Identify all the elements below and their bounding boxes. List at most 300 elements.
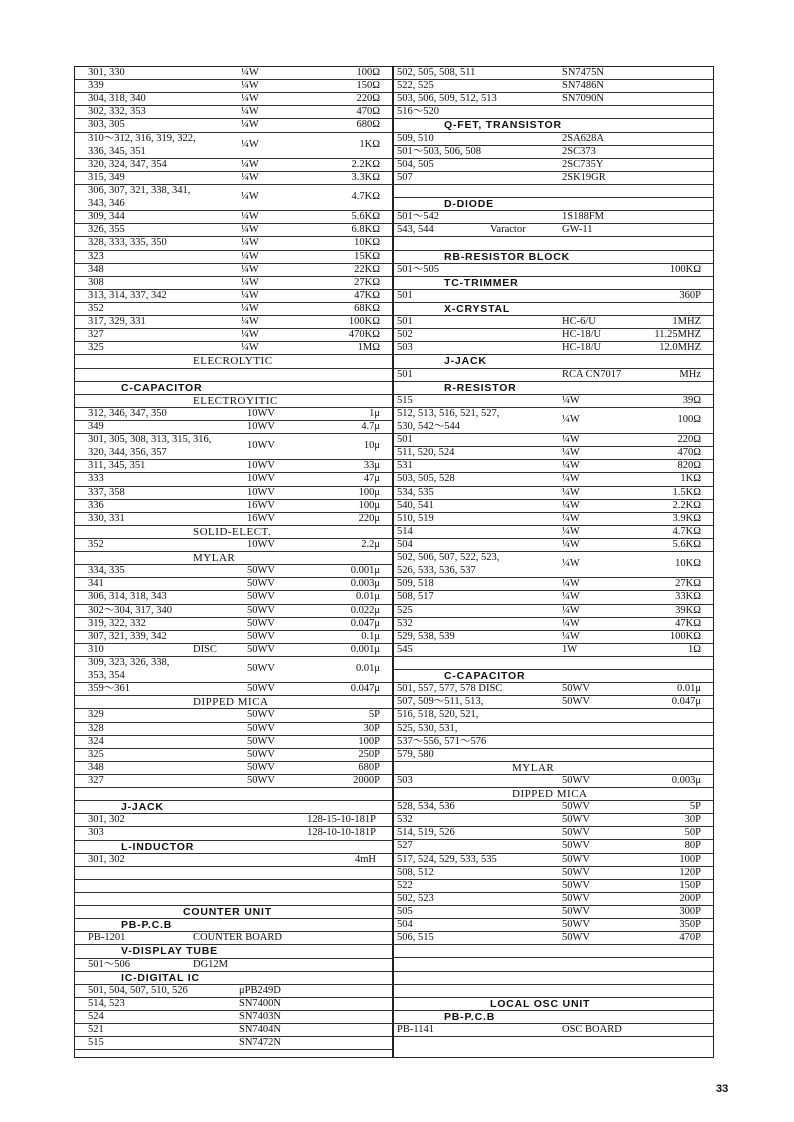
value-cell: SN7403N bbox=[239, 1010, 282, 1022]
rating-cell: ¼W bbox=[562, 394, 580, 406]
ref-cell: 534, 535 bbox=[397, 486, 434, 498]
value-cell: 100KΩ bbox=[348, 316, 380, 328]
ref-cell: 507, 509～511, 513, bbox=[397, 696, 484, 708]
ref-cell: 525, 530, 531, bbox=[397, 722, 458, 734]
rating-cell: 16WV bbox=[247, 499, 275, 511]
table-row bbox=[75, 67, 392, 80]
rating-cell: ¼W bbox=[241, 119, 259, 131]
ref-cell: 508, 517 bbox=[397, 591, 434, 603]
table-row bbox=[75, 159, 392, 172]
unit-heading-counter-unit: COUNTER UNIT bbox=[75, 906, 392, 919]
ref-cell: 313, 314, 337, 342 bbox=[88, 289, 167, 301]
value-cell: 33μ bbox=[363, 460, 380, 472]
ref-cell: 501～542 bbox=[397, 211, 439, 223]
value-cell: 350P bbox=[679, 919, 701, 931]
rating-cell: ¼W bbox=[241, 224, 259, 236]
value-cell: 150P bbox=[679, 879, 701, 891]
table-row bbox=[75, 172, 392, 185]
rating-cell: ¼W bbox=[241, 211, 259, 223]
subheading-mylar: MYLAR bbox=[394, 762, 713, 775]
ref-cell: 315, 349 bbox=[88, 171, 125, 183]
rating-cell: ¼W bbox=[241, 171, 259, 183]
ref-cell: 540, 541 bbox=[397, 499, 434, 511]
rating-cell: 50WV bbox=[247, 643, 275, 655]
table-row bbox=[394, 342, 713, 355]
ref-cell: 525 bbox=[397, 604, 413, 616]
table-row bbox=[75, 683, 392, 696]
rating-cell: ¼W bbox=[562, 558, 580, 570]
table-row bbox=[394, 827, 713, 840]
value-cell: 1KΩ bbox=[680, 473, 701, 485]
ref-cell: 501 bbox=[397, 434, 413, 446]
ref-cell: 504, 505 bbox=[397, 158, 434, 170]
rating-cell: 50WV bbox=[247, 591, 275, 603]
value-cell: 1S188FM bbox=[562, 211, 605, 223]
rating-cell: 50WV bbox=[562, 892, 590, 904]
table-row bbox=[394, 67, 713, 80]
value-cell: SN7090N bbox=[562, 93, 605, 105]
ref-cell: 311, 345, 351 bbox=[88, 460, 146, 472]
table-row bbox=[394, 408, 713, 434]
table-row bbox=[394, 618, 713, 631]
rating-cell: 50WV bbox=[562, 814, 590, 826]
table-row bbox=[394, 473, 713, 486]
table-row bbox=[75, 591, 392, 604]
value-cell: SN7486N bbox=[562, 80, 605, 92]
rating-cell: 10WV bbox=[247, 460, 275, 472]
ref-cell: 325 bbox=[88, 748, 104, 760]
value-cell: 2SA628A bbox=[562, 132, 605, 144]
rating-cell: 50WV bbox=[562, 932, 590, 944]
value-cell: 220Ω bbox=[677, 434, 701, 446]
table-row bbox=[75, 93, 392, 106]
value-cell: 100μ bbox=[358, 499, 380, 511]
value-cell: 30P bbox=[363, 722, 380, 734]
rating-cell: ¼W bbox=[562, 630, 580, 642]
ref-cell: 531 bbox=[397, 460, 413, 472]
section-heading-pb-pcb: PB-P.C.B bbox=[394, 1011, 713, 1024]
value-cell: 200P bbox=[679, 892, 701, 904]
l-inductor-list bbox=[75, 854, 392, 867]
rating-cell: ¼W bbox=[562, 525, 580, 537]
rating-cell: 50WV bbox=[562, 840, 590, 852]
value-cell: 0.047μ bbox=[350, 683, 380, 695]
rating-cell: 50WV bbox=[562, 853, 590, 865]
page-number: 33 bbox=[716, 1083, 729, 1095]
value-cell: 3.9KΩ bbox=[672, 512, 701, 524]
ref-cell: 532 bbox=[397, 814, 413, 826]
ref-cell: 352 bbox=[88, 303, 104, 314]
rating-cell: ¼W bbox=[562, 460, 580, 472]
table-row bbox=[394, 500, 713, 513]
rating-cell: 50WV bbox=[247, 617, 275, 629]
value-cell: 50P bbox=[684, 827, 701, 839]
value-cell: 300P bbox=[679, 906, 701, 918]
ref-cell: 502, 506, 507, 522, 523, bbox=[397, 552, 500, 564]
table-row bbox=[75, 513, 392, 526]
ref-cell: 303, 305 bbox=[88, 119, 125, 131]
section-heading-pb-pcb: PB-P.C.B bbox=[75, 919, 392, 932]
table-row bbox=[75, 814, 392, 827]
rating-cell: ¼W bbox=[241, 250, 259, 262]
table-row bbox=[75, 618, 392, 631]
ref-cell: 302, 332, 353 bbox=[88, 106, 146, 118]
table-row bbox=[394, 906, 713, 919]
ref-cell: 306, 314, 318, 343 bbox=[88, 591, 167, 603]
ref-cell: 303 bbox=[88, 827, 104, 839]
table-row bbox=[75, 487, 392, 500]
value-cell: 470Ω bbox=[677, 447, 701, 459]
value-cell: 6.8KΩ bbox=[351, 224, 380, 236]
table-row bbox=[75, 133, 392, 159]
blank-row bbox=[394, 237, 713, 250]
rating-cell: ¼W bbox=[241, 303, 259, 314]
value-cell: 0.001μ bbox=[350, 643, 380, 655]
ref-cell: 502, 505, 508, 511 bbox=[397, 67, 476, 78]
value-cell: 1MΩ bbox=[357, 342, 380, 354]
value-cell: 128-10-10-181P bbox=[307, 827, 376, 839]
table-row bbox=[75, 762, 392, 775]
electrolytic-list bbox=[75, 408, 392, 526]
rating-cell: 50WV bbox=[562, 866, 590, 878]
section-heading-r-resistor: R-RESISTOR bbox=[394, 382, 713, 395]
value-cell: 1KΩ bbox=[359, 138, 380, 150]
value-cell: 100Ω bbox=[356, 67, 380, 78]
ref-cell: 348 bbox=[88, 263, 104, 275]
value-cell: 120P bbox=[679, 866, 701, 878]
table-row bbox=[75, 264, 392, 277]
value-cell: 4.7μ bbox=[361, 420, 380, 432]
table-row bbox=[394, 605, 713, 618]
ref-cell: 516～520 bbox=[397, 106, 439, 118]
value-cell: 4.7KΩ bbox=[672, 525, 701, 537]
ref-cell: 501, 504, 507, 510, 526 bbox=[88, 984, 188, 996]
value-cell: 22KΩ bbox=[354, 263, 380, 275]
table-row bbox=[394, 801, 713, 814]
ref-cell: 505 bbox=[397, 906, 413, 918]
table-row bbox=[75, 421, 392, 434]
ref-cell: 310～312, 316, 319, 322, bbox=[88, 132, 196, 144]
table-row bbox=[394, 932, 713, 945]
table-row bbox=[394, 867, 713, 880]
blank-row bbox=[394, 657, 713, 670]
trimmer-row: 501 360P bbox=[394, 290, 713, 303]
value-cell: 3.3KΩ bbox=[351, 171, 380, 183]
ref-cell: 526, 533, 536, 537 bbox=[397, 565, 476, 577]
section-heading-d-diode: D-DIODE bbox=[394, 198, 713, 211]
table-row bbox=[394, 631, 713, 644]
ref-cell: 333 bbox=[88, 473, 104, 485]
value-cell: 10KΩ bbox=[354, 237, 380, 249]
rating-cell: ¼W bbox=[241, 158, 259, 170]
table-row bbox=[394, 919, 713, 932]
ref-cell: 509, 510 bbox=[397, 132, 434, 144]
rating-cell: 50WV bbox=[562, 683, 590, 695]
rating-cell: HC-18/U bbox=[562, 342, 602, 354]
table-row bbox=[75, 998, 392, 1011]
rating-cell: ¼W bbox=[241, 67, 259, 78]
rating-cell: ¼W bbox=[562, 578, 580, 590]
jack-row: 501 RCA CN7017 MHz bbox=[394, 369, 713, 382]
value-cell: 100P bbox=[679, 853, 701, 865]
ref-cell: 317, 329, 331 bbox=[88, 316, 146, 328]
table-row bbox=[75, 657, 392, 683]
ref-cell: 336 bbox=[88, 499, 104, 511]
rating-cell: ¼W bbox=[241, 237, 259, 249]
ref-cell: 323 bbox=[88, 250, 104, 262]
ref-cell: 327 bbox=[88, 774, 104, 786]
table-row bbox=[394, 539, 713, 552]
ref-cell: 515 bbox=[88, 1037, 104, 1049]
rating-cell: 50WV bbox=[562, 906, 590, 918]
ref-cell: 309, 323, 326, 338, bbox=[88, 656, 170, 668]
rating-cell: ¼W bbox=[241, 276, 259, 288]
value-cell: 10μ bbox=[363, 440, 380, 452]
table-row bbox=[394, 434, 713, 447]
value-cell: 1Ω bbox=[687, 643, 701, 655]
ref-cell: 524 bbox=[88, 1010, 104, 1022]
rating-cell: 50WV bbox=[247, 748, 275, 760]
resistor-list-2 bbox=[394, 395, 713, 657]
resistor-block-row: 501～505 100KΩ bbox=[394, 264, 713, 277]
table-row bbox=[75, 578, 392, 591]
subheading-mylar: MYLAR bbox=[75, 552, 392, 565]
section-heading-c-capacitor: C-CAPACITOR bbox=[75, 382, 392, 395]
value-cell: 27KΩ bbox=[354, 276, 380, 288]
type-cell: DISC bbox=[193, 643, 217, 655]
subheading-dipped-mica: DIPPED MICA bbox=[394, 788, 713, 801]
display-tube-row: 501～506 DG12M bbox=[75, 959, 392, 972]
rating-cell: 50WV bbox=[562, 919, 590, 931]
ref-cell: 510, 519 bbox=[397, 512, 434, 524]
rating-cell: ¼W bbox=[241, 342, 259, 354]
table-row bbox=[394, 159, 713, 172]
rating-cell: ¼W bbox=[562, 486, 580, 498]
ref-cell: 506, 515 bbox=[397, 932, 434, 944]
ref-cell: 579, 580 bbox=[397, 748, 434, 760]
rating-cell: 50WV bbox=[562, 696, 590, 708]
value-cell: 5P bbox=[368, 709, 380, 721]
ref-cell: 328, 333, 335, 350 bbox=[88, 237, 167, 249]
table-row bbox=[394, 146, 713, 159]
subheading-electroyitic: ELECTROYITIC bbox=[75, 395, 392, 408]
ref-cell: 349 bbox=[88, 420, 104, 432]
table-row bbox=[75, 565, 392, 578]
table-row bbox=[75, 237, 392, 250]
value-cell: 39KΩ bbox=[675, 604, 701, 616]
subheading-dipped-mica: DIPPED MICA bbox=[75, 696, 392, 709]
table-row bbox=[394, 591, 713, 604]
ref-cell: 503 bbox=[397, 342, 413, 354]
rating-cell: HC-18/U bbox=[562, 329, 602, 341]
table-row bbox=[75, 854, 392, 867]
rating-cell: 50WV bbox=[247, 709, 275, 721]
rating-cell: ¼W bbox=[241, 138, 259, 150]
blank-row bbox=[75, 880, 392, 893]
rating-cell: 10WV bbox=[247, 486, 275, 498]
ref-cell: 320, 344, 356, 357 bbox=[88, 447, 167, 459]
table-row bbox=[75, 631, 392, 644]
table-row bbox=[394, 80, 713, 93]
capacitor-list bbox=[394, 683, 713, 762]
ref-cell: 326, 355 bbox=[88, 224, 125, 236]
table-row bbox=[394, 329, 713, 342]
unit-heading-local-osc-unit: LOCAL OSC UNIT bbox=[394, 998, 713, 1011]
blank-row bbox=[394, 945, 713, 958]
rating-cell: 50WV bbox=[247, 722, 275, 734]
ref-cell: 310 bbox=[88, 643, 104, 655]
table-row bbox=[75, 460, 392, 473]
table-row bbox=[75, 224, 392, 237]
table-row bbox=[75, 709, 392, 722]
ref-cell: 302～304, 317, 340 bbox=[88, 604, 172, 616]
value-cell: 470Ω bbox=[356, 106, 380, 118]
value-cell: 68KΩ bbox=[354, 303, 380, 314]
value-cell: 2.2μ bbox=[361, 538, 380, 550]
ref-cell: 334, 335 bbox=[88, 565, 125, 577]
table-row bbox=[394, 513, 713, 526]
section-heading-tc-trimmer: TC-TRIMMER bbox=[394, 277, 713, 290]
value-cell: 0.01μ bbox=[355, 591, 380, 603]
rating-cell: 10WV bbox=[247, 538, 275, 550]
section-heading-q-fet: Q-FET, TRANSISTOR bbox=[394, 119, 713, 132]
value-cell: 2SC735Y bbox=[562, 158, 604, 170]
mica-list bbox=[75, 709, 392, 788]
table-row bbox=[394, 723, 713, 736]
ref-cell: 353, 354 bbox=[88, 669, 125, 681]
table-row bbox=[75, 251, 392, 264]
value-cell: 0.022μ bbox=[350, 604, 380, 616]
table-row bbox=[75, 80, 392, 93]
value-cell: μPB249D bbox=[239, 984, 281, 996]
table-row bbox=[75, 316, 392, 329]
rating-cell: ¼W bbox=[562, 499, 580, 511]
value-cell: 47μ bbox=[363, 473, 380, 485]
rating-cell: 50WV bbox=[247, 565, 275, 577]
value-cell: 11.25MHZ bbox=[654, 329, 701, 341]
ref-cell: 514 bbox=[397, 525, 413, 537]
table-row bbox=[394, 224, 713, 237]
value-cell: SN7404N bbox=[239, 1024, 282, 1036]
rating-cell: ¼W bbox=[241, 316, 259, 328]
value-cell: 150Ω bbox=[356, 80, 380, 92]
table-row bbox=[394, 709, 713, 722]
value-cell: 2SK19GR bbox=[562, 171, 606, 183]
rating-cell: ¼W bbox=[562, 447, 580, 459]
value-cell: 470KΩ bbox=[348, 329, 380, 341]
ref-cell: 507 bbox=[397, 171, 413, 183]
ref-cell: 545 bbox=[397, 643, 413, 655]
ref-cell: 502, 523 bbox=[397, 892, 434, 904]
table-row bbox=[75, 329, 392, 342]
table-row bbox=[394, 736, 713, 749]
rating-cell: 10WV bbox=[247, 440, 275, 452]
ref-cell: 325 bbox=[88, 342, 104, 354]
ref-cell: 530, 542～544 bbox=[397, 420, 460, 432]
ref-cell: 343, 346 bbox=[88, 198, 125, 209]
ref-cell: 512, 513, 516, 521, 527, bbox=[397, 407, 500, 419]
rating-cell: ¼W bbox=[562, 413, 580, 425]
ref-cell: 339 bbox=[88, 80, 104, 92]
ref-cell: 521 bbox=[88, 1024, 104, 1036]
rating-cell: HC-6/U bbox=[562, 316, 596, 328]
ref-cell: 301, 302 bbox=[88, 853, 125, 865]
blank-row bbox=[75, 893, 392, 906]
table-row bbox=[394, 460, 713, 473]
value-cell: SN7472N bbox=[239, 1037, 282, 1049]
ref-cell: 341 bbox=[88, 578, 104, 590]
rating-cell: ¼W bbox=[562, 538, 580, 550]
ref-cell: 501～503, 506, 508 bbox=[397, 145, 481, 157]
ref-cell: 503, 506, 509, 512, 513 bbox=[397, 93, 497, 105]
value-cell: 100KΩ bbox=[669, 630, 701, 642]
table-row bbox=[394, 840, 713, 853]
ref-cell: 337, 358 bbox=[88, 486, 125, 498]
section-heading-rb-resistor-block: RB-RESISTOR BLOCK bbox=[394, 251, 713, 264]
value-cell: 1MHZ bbox=[672, 316, 701, 328]
section-heading-j-jack: J-JACK bbox=[75, 801, 392, 814]
value-cell: 680Ω bbox=[356, 119, 380, 131]
value-cell: 15KΩ bbox=[354, 250, 380, 262]
rating-cell: ¼W bbox=[241, 80, 259, 92]
pcb-row: PB-1201 COUNTER BOARD bbox=[75, 932, 392, 945]
ref-cell: 529, 538, 539 bbox=[397, 630, 455, 642]
table-row bbox=[75, 119, 392, 132]
ic-list-continued bbox=[394, 67, 713, 119]
rating-cell: 50WV bbox=[247, 683, 275, 695]
rating-cell: ¼W bbox=[562, 473, 580, 485]
value-cell: 100Ω bbox=[677, 413, 701, 425]
value-cell: 0.001μ bbox=[350, 565, 380, 577]
rating-cell: 50WV bbox=[562, 879, 590, 891]
rating-cell: ¼W bbox=[562, 604, 580, 616]
parts-list-sheet bbox=[74, 66, 714, 1058]
right-column bbox=[394, 67, 713, 1037]
value-cell: 12.0MHZ bbox=[659, 342, 701, 354]
ref-cell: 504 bbox=[397, 538, 413, 550]
rating-cell: 50WV bbox=[247, 630, 275, 642]
value-cell: SN7400N bbox=[239, 997, 282, 1009]
ref-cell: 502 bbox=[397, 329, 413, 341]
value-cell: 5.6KΩ bbox=[351, 211, 380, 223]
value-cell: 128-15-10-181P bbox=[307, 814, 376, 826]
rating-cell: ¼W bbox=[241, 93, 259, 105]
table-row bbox=[75, 827, 392, 840]
table-row bbox=[394, 880, 713, 893]
ref-cell: 532 bbox=[397, 617, 413, 629]
value-cell: 33KΩ bbox=[675, 591, 701, 603]
rating-cell: ¼W bbox=[241, 329, 259, 341]
table-row bbox=[75, 473, 392, 486]
value-cell: 680P bbox=[358, 761, 380, 773]
table-row bbox=[75, 1024, 392, 1037]
solid-elect-list bbox=[75, 539, 392, 552]
rating-cell: 50WV bbox=[247, 761, 275, 773]
ref-cell: 508, 512 bbox=[397, 866, 434, 878]
rating-cell: ¼W bbox=[562, 434, 580, 446]
resistor-list-1 bbox=[75, 67, 392, 355]
table-row bbox=[75, 303, 392, 316]
value-cell: GW-11 bbox=[562, 224, 593, 236]
ref-cell: 501 bbox=[397, 316, 413, 328]
blank-row bbox=[75, 867, 392, 880]
ref-cell: 301, 330 bbox=[88, 67, 125, 78]
value-cell: 2000P bbox=[353, 774, 380, 786]
ref-cell: 359～361 bbox=[88, 683, 130, 695]
table-row bbox=[394, 854, 713, 867]
j-jack-list bbox=[75, 814, 392, 840]
rating-cell: 16WV bbox=[247, 512, 275, 524]
